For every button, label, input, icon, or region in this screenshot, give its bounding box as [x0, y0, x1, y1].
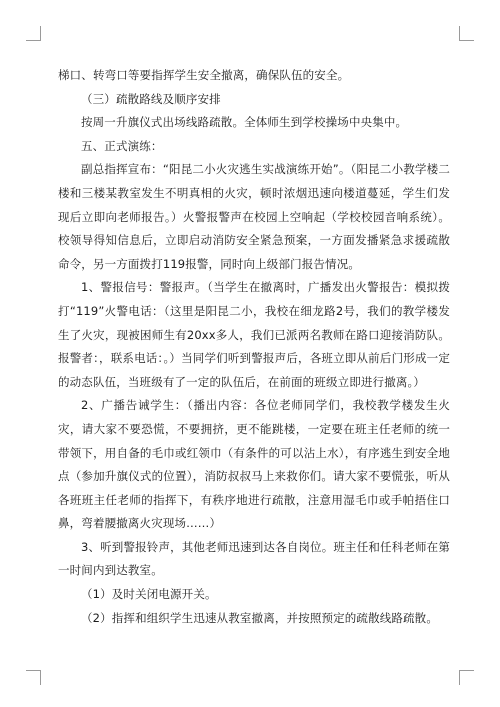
- paragraph-broadcast: 2、广播告诫学生：（播出内容：各位老师同学们，我校教学楼发生火灾，请大家不要恐慌，不要拥挤，更不能跳楼，一定要在班主任老师的统一带领下，用自备的毛巾或红领巾（有条件的可以沾上水），有序逃生到安全地点（参加升旗仪式的位置），消防叔叔马上来救你们。请大家不要慌张，听从各班班主任老师的指挥下，有秩序地进行疏散，注意用湿毛巾或手帕捂住口鼻，弯着腰撤离火灾现场……）: [58, 398, 450, 531]
- list-item-power-off: （1）及时关闭电源开关。: [81, 587, 217, 602]
- paragraph-route: 按周一升旗仪式出场线路疏散。全体师生到学校操场中央集中。: [81, 115, 408, 130]
- crop-mark-bottom-right: [459, 670, 474, 685]
- list-item-evacuate-students: （2）指挥和组织学生迅速从教室撤离，并按照预定的疏散线路疏散。: [81, 610, 438, 625]
- section-heading-drill: 五、正式演练：: [81, 138, 163, 153]
- paragraph-teachers: 3、听到警报铃声，其他老师迅速到达各自岗位。班主任和任科老师在第一时间内到达教室。: [58, 539, 450, 578]
- crop-mark-top-left: [26, 26, 41, 41]
- document-body: [58, 64, 450, 630]
- crop-mark-top-right: [459, 26, 474, 41]
- crop-mark-bottom-left: [26, 670, 41, 685]
- paragraph-continuation: 梯口、转弯口等要指挥学生安全撤离，确保队伍的安全。: [58, 68, 350, 82]
- subheading-evacuation-route: （三）疏散路线及顺序安排: [81, 91, 221, 106]
- paragraph-alarm-signal: 1、警报信号：警报声。（当学生在撤离时，广播发出火警报告：模拟拨打“119”火警电话：（这里是阳昆二小，我校在细龙路2号，我们的教学楼发生了火灾，现被困师生有20xx多人，我们已派两名教师在路口迎接消防队。报警者：，联系电话：。）当同学们听到警报声后，各班立即从前后门形成一定的动态队伍，当班级有了一定的队伍后，在前面的班级立即进行撤离。）: [58, 280, 450, 389]
- paragraph-announcement: 副总指挥宣布：“阳昆二小火灾逃生实战演练开始”。（阳昆二小教学楼二楼和三楼某教室发生不明真相的火灾，顿时浓烟迅速向楼道蔓延，学生们发现后立即向老师报告。）火警报警声在校园上空响起（学校校园音响系统）。校领导得知信息后，立即启动消防安全紧急预案，一方面发播紧急求援疏散命令，另一方面拨打119报警，同时向上级部门报告情况。: [58, 162, 450, 271]
